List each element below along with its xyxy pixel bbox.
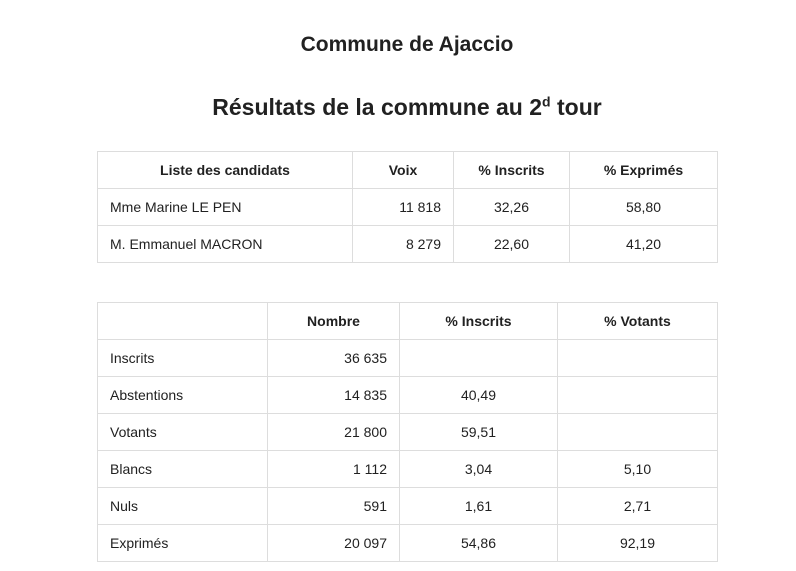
column-header-pct-exprimes: % Exprimés (570, 151, 718, 188)
nombre-cell: 20 097 (268, 524, 400, 561)
content-column (97, 0, 717, 562)
column-header-pct-inscrits: % Inscrits (400, 302, 558, 339)
table-row (98, 339, 718, 376)
subtitle-text: Résultats de la commune au 2 (212, 94, 543, 121)
row-label-cell: Nuls (98, 487, 268, 524)
pct-votants-cell: 2,71 (558, 487, 718, 524)
pct-votants-cell: 5,10 (558, 450, 718, 487)
table-row (98, 188, 718, 225)
candidate-name-cell: M. Emmanuel MACRON (98, 225, 353, 262)
page-title: Commune de Ajaccio (300, 33, 514, 56)
candidate-name-cell: Mme Marine LE PEN (98, 188, 353, 225)
pct-exprimes-cell: 58,80 (570, 188, 718, 225)
pct-votants-cell: 92,19 (558, 524, 718, 561)
candidates-header-row (98, 151, 718, 188)
pct-inscrits-cell: 59,51 (400, 413, 558, 450)
voix-cell: 11 818 (353, 188, 454, 225)
pct-votants-cell (558, 376, 718, 413)
nombre-cell: 36 635 (268, 339, 400, 376)
table-row (98, 413, 718, 450)
pct-inscrits-cell: 22,60 (454, 225, 570, 262)
table-row (98, 376, 718, 413)
voix-cell: 8 279 (353, 225, 454, 262)
nombre-cell: 14 835 (268, 376, 400, 413)
pct-votants-cell (558, 413, 718, 450)
column-header-pct-votants: % Votants (558, 302, 718, 339)
pct-inscrits-cell: 32,26 (454, 188, 570, 225)
participation-summary-table (97, 302, 718, 562)
column-header-liste-des-candidats: Liste des candidats (98, 151, 353, 188)
table-row (98, 524, 718, 561)
nombre-cell: 591 (268, 487, 400, 524)
column-header-nombre: Nombre (268, 302, 400, 339)
column-header-voix: Voix (353, 151, 454, 188)
row-label-cell: Votants (98, 413, 268, 450)
row-label-cell: Abstentions (98, 376, 268, 413)
page-subtitle (97, 94, 717, 120)
pct-inscrits-cell (400, 339, 558, 376)
nombre-cell: 21 800 (268, 413, 400, 450)
table-row (98, 487, 718, 524)
nombre-cell: 1 112 (268, 450, 400, 487)
row-label-cell: Blancs (98, 450, 268, 487)
pct-exprimes-cell: 41,20 (570, 225, 718, 262)
participation-header-row (98, 302, 718, 339)
row-label-cell: Exprimés (98, 524, 268, 561)
subtitle-ordinal-superscript: d (542, 93, 551, 110)
pct-inscrits-cell: 54,86 (400, 524, 558, 561)
pct-inscrits-cell: 40,49 (400, 376, 558, 413)
pct-votants-cell (558, 339, 718, 376)
column-header-pct-inscrits: % Inscrits (454, 151, 570, 188)
column-header-empty (98, 302, 268, 339)
pct-inscrits-cell: 3,04 (400, 450, 558, 487)
table-row (98, 225, 718, 262)
pct-inscrits-cell: 1,61 (400, 487, 558, 524)
table-row (98, 450, 718, 487)
subtitle-text-suffix: tour (550, 94, 602, 121)
candidates-results-table (97, 151, 718, 263)
row-label-cell: Inscrits (98, 339, 268, 376)
